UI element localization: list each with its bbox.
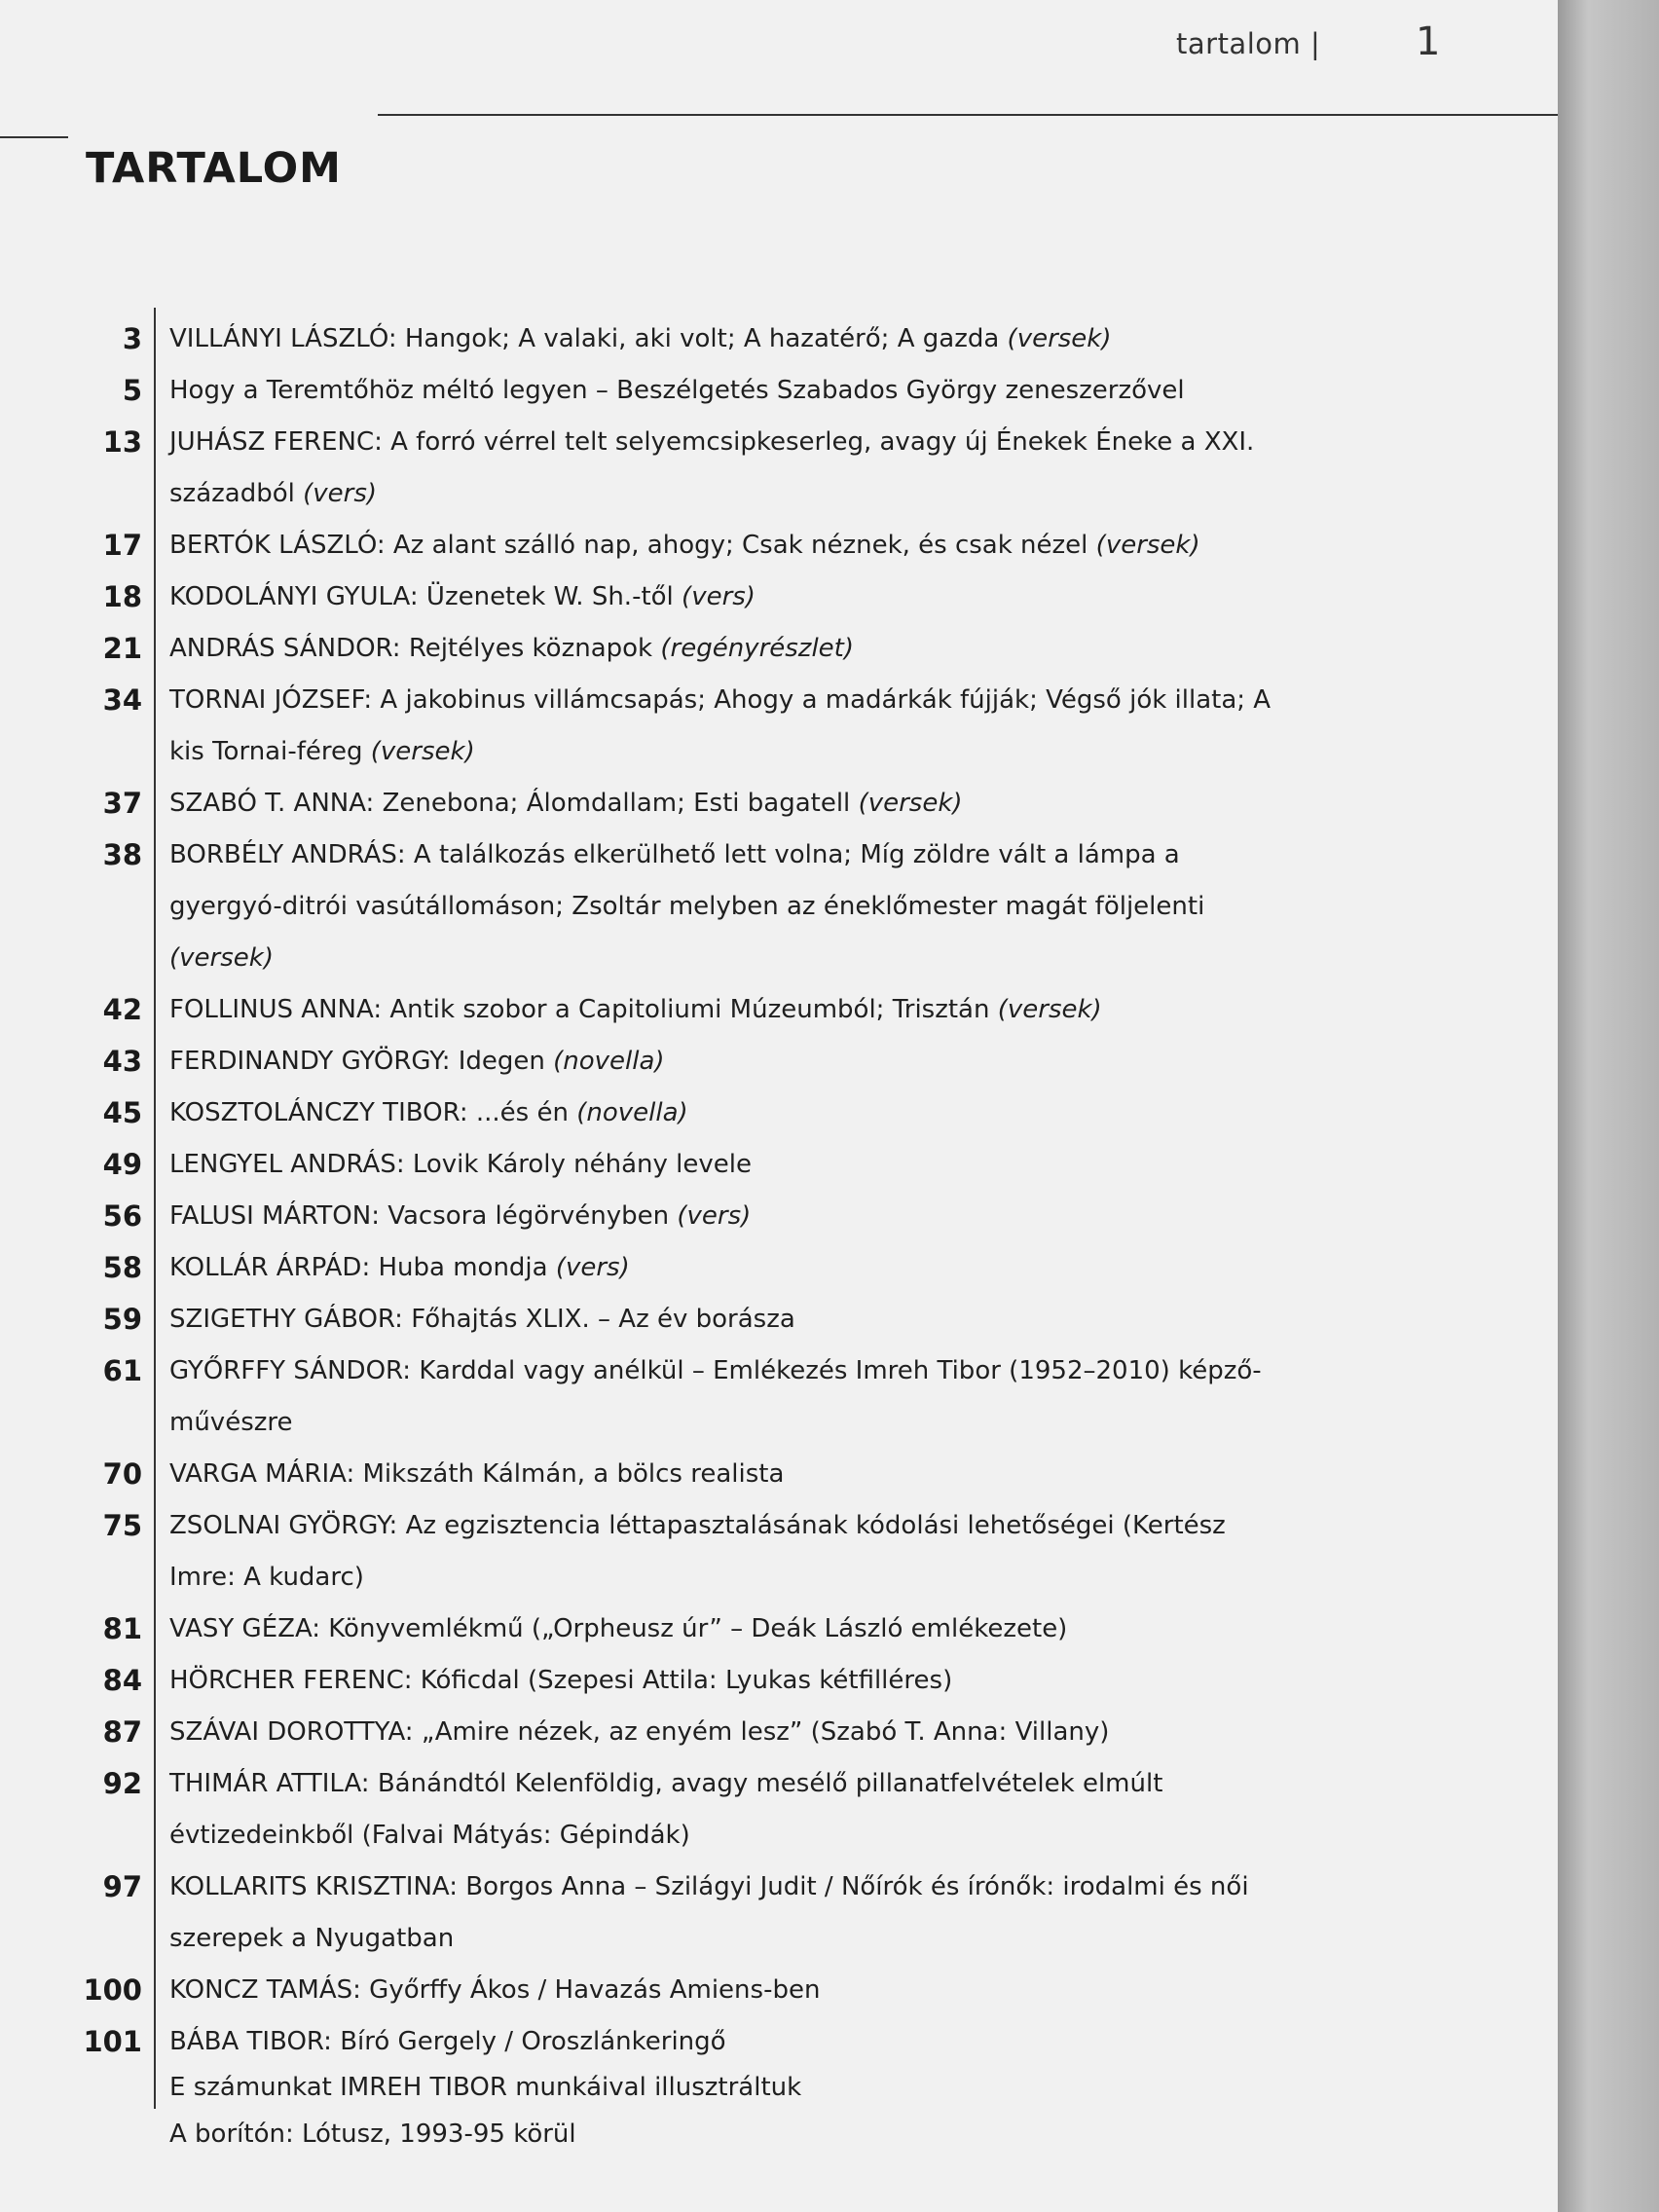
toc-entry-title: HÖRCHER FERENC: Kóficdal (Szepesi Attila: Lyukas kétfilléres) — [169, 1666, 953, 1695]
toc-entry-text — [169, 1294, 1289, 1346]
toc-entry-page: 13 — [102, 425, 142, 459]
toc-entry-page: 21 — [102, 632, 142, 665]
toc-entry — [0, 984, 1363, 1036]
toc-entry-text — [169, 1655, 1289, 1707]
toc-entry-title: FALUSI MÁRTON: Vacsora légörvényben — [169, 1201, 670, 1231]
toc-entry-genre: (versek) — [858, 789, 963, 818]
toc-entry-text — [169, 1604, 1289, 1655]
toc-entry-text — [169, 778, 1289, 830]
toc-entry-genre: (versek) — [1007, 324, 1112, 353]
table-of-contents — [0, 313, 1363, 2068]
toc-entry-genre: (versek) — [1095, 531, 1200, 560]
toc-entry-text — [169, 1707, 1289, 1758]
illustration-note: E számunkat IMREH TIBOR munkáival illusztráltuk — [169, 2073, 802, 2102]
toc-entry-text — [169, 1449, 1289, 1500]
header-rule-left — [0, 136, 68, 138]
toc-entry-page: 92 — [102, 1767, 142, 1800]
toc-entry-page: 81 — [102, 1612, 142, 1645]
toc-entry-page: 61 — [102, 1354, 142, 1387]
toc-entry-title: SZABÓ T. ANNA: Zenebona; Álomdallam; Esti bagatell — [169, 789, 851, 818]
toc-entry-title: KOSZTOLÁNCZY TIBOR: ...és én — [169, 1098, 569, 1127]
notes — [169, 2064, 801, 2157]
toc-entry-text — [169, 1088, 1289, 1139]
toc-entry — [0, 313, 1363, 365]
page-number: 1 — [1416, 19, 1441, 64]
toc-entry-genre: (versek) — [169, 943, 274, 973]
page-edge — [1558, 0, 1659, 2212]
toc-entry — [0, 1500, 1363, 1604]
toc-entry — [0, 1862, 1363, 1965]
toc-entry-text — [169, 2016, 1289, 2068]
toc-entry-text — [169, 984, 1289, 1036]
toc-entry-text — [169, 675, 1289, 778]
toc-entry-page: 97 — [102, 1870, 142, 1903]
toc-entry-title: SZÁVAI DOROTTYA: „Amire nézek, az enyém lesz” (Szabó T. Anna: Villany) — [169, 1717, 1110, 1747]
toc-entry-page: 70 — [102, 1457, 142, 1491]
toc-entry-text — [169, 1242, 1289, 1294]
toc-entry — [0, 1655, 1363, 1707]
toc-entry-text — [169, 1500, 1289, 1604]
toc-entry — [0, 1965, 1363, 2016]
toc-entry-title: JUHÁSZ FERENC: A forró vérrel telt selyemcsipkeserleg, avagy új Énekek Éneke a XXI. századból — [169, 427, 1255, 508]
toc-entry-page: 38 — [102, 838, 142, 871]
toc-entry — [0, 1139, 1363, 1191]
toc-title: TARTALOM — [86, 144, 342, 193]
toc-entry-page: 34 — [102, 683, 142, 717]
toc-entry-text — [169, 1036, 1289, 1088]
toc-entry-text — [169, 365, 1289, 417]
toc-entry-title: KODOLÁNYI GYULA: Üzenetek W. Sh.-től — [169, 582, 674, 611]
toc-entry-page: 43 — [102, 1045, 142, 1078]
toc-entry — [0, 1449, 1363, 1500]
toc-entry-genre: (vers) — [677, 1201, 752, 1231]
toc-entry-page: 101 — [83, 2025, 142, 2058]
toc-entry — [0, 830, 1363, 984]
toc-entry-text — [169, 313, 1289, 365]
toc-entry — [0, 778, 1363, 830]
toc-entry — [0, 1707, 1363, 1758]
toc-entry-text — [169, 1862, 1289, 1965]
toc-entry-page: 45 — [102, 1096, 142, 1129]
toc-entry-page: 42 — [102, 993, 142, 1026]
toc-entry-text — [169, 1191, 1289, 1242]
toc-entry-page: 49 — [102, 1148, 142, 1181]
toc-entry — [0, 2016, 1363, 2068]
toc-entry-page: 58 — [102, 1251, 142, 1284]
toc-entry-title: BERTÓK LÁSZLÓ: Az alant szálló nap, ahogy; Csak néznek, és csak nézel — [169, 531, 1088, 560]
toc-entry-genre: (novella) — [553, 1047, 665, 1076]
toc-entry-text — [169, 1139, 1289, 1191]
toc-entry-page: 18 — [102, 580, 142, 613]
toc-entry-title: FERDINANDY GYÖRGY: Idegen — [169, 1047, 545, 1076]
toc-entry-page: 59 — [102, 1303, 142, 1336]
toc-entry — [0, 1036, 1363, 1088]
toc-entry-page: 17 — [102, 529, 142, 562]
toc-entry-title: THIMÁR ATTILA: Bánándtól Kelenföldig, avagy mesélő pillanatfelvételek elmúlt évtizedeinkből (Falvai Mátyás: Gépindák) — [169, 1769, 1163, 1850]
toc-entry-title: TORNAI JÓZSEF: A jakobinus villámcsapás; Ahogy a madárkák fújják; Végső jók illata; A kis Tornai-féreg — [169, 685, 1272, 766]
toc-entry-page: 84 — [102, 1664, 142, 1697]
toc-entry-text — [169, 1965, 1289, 2016]
toc-entry-page: 75 — [102, 1509, 142, 1542]
toc-entry-page: 3 — [122, 322, 142, 355]
toc-entry-title: KONCZ TAMÁS: Győrffy Ákos / Havazás Amiens-ben — [169, 1975, 821, 2005]
toc-entry-text — [169, 520, 1289, 571]
toc-entry-genre: (vers) — [555, 1253, 630, 1282]
toc-entry — [0, 1604, 1363, 1655]
toc-entry-title: SZIGETHY GÁBOR: Főhajtás XLIX. – Az év borásza — [169, 1305, 795, 1334]
toc-entry — [0, 571, 1363, 623]
toc-entry-title: BÁBA TIBOR: Bíró Gergely / Oroszlánkeringő — [169, 2027, 726, 2056]
toc-entry-genre: (novella) — [576, 1098, 688, 1127]
toc-entry-title: VASY GÉZA: Könyvemlékmű („Orpheusz úr” – Deák László emlékezete) — [169, 1614, 1068, 1643]
toc-entry-title: LENGYEL ANDRÁS: Lovik Károly néhány levele — [169, 1150, 752, 1179]
toc-entry-title: KOLLARITS KRISZTINA: Borgos Anna – Szilágyi Judit / Nőírók és írónők: irodalmi és női szerepek a Nyugatban — [169, 1872, 1249, 1953]
toc-entry-page: 56 — [102, 1199, 142, 1233]
toc-entry-title: ZSOLNAI GYÖRGY: Az egzisztencia léttapasztalásának kódolási lehetőségei (Kertész Imre: A kudarc) — [169, 1511, 1226, 1592]
toc-entry — [0, 623, 1363, 675]
toc-entry — [0, 1191, 1363, 1242]
toc-entry-title: Hogy a Teremtőhöz méltó legyen – Beszélgetés Szabados György zeneszerzővel — [169, 376, 1185, 405]
toc-entry — [0, 1088, 1363, 1139]
toc-entry-text — [169, 571, 1289, 623]
cover-note: A borítón: Lótusz, 1993-95 körül — [169, 2120, 576, 2149]
toc-entry — [0, 1294, 1363, 1346]
toc-entry — [0, 1346, 1363, 1449]
toc-entry — [0, 520, 1363, 571]
toc-entry-page: 5 — [122, 374, 142, 407]
toc-entry-genre: (versek) — [370, 737, 475, 766]
toc-entry-title: GYŐRFFY SÁNDOR: Karddal vagy anélkül – Emlékezés Imreh Tibor (1952–2010) képző-művészre — [169, 1356, 1262, 1437]
toc-entry-genre: (versek) — [997, 995, 1102, 1024]
toc-entry-genre: (regényrészlet) — [660, 634, 855, 663]
header-rule-right — [378, 114, 1558, 116]
toc-entry-title: BORBÉLY ANDRÁS: A találkozás elkerülhető lett volna; Míg zöldre vált a lámpa a gyergyó-ditrói vasútállomáson; Zsoltár melyben az éneklőmester magát följelenti — [169, 840, 1205, 921]
toc-entry-page: 87 — [102, 1715, 142, 1749]
running-head: tartalom | — [1176, 27, 1321, 60]
toc-entry-text — [169, 1758, 1289, 1862]
toc-entry-title: VILLÁNYI LÁSZLÓ: Hangok; A valaki, aki volt; A hazatérő; A gazda — [169, 324, 1000, 353]
toc-entry-title: ANDRÁS SÁNDOR: Rejtélyes köznapok — [169, 634, 653, 663]
toc-entry — [0, 675, 1363, 778]
toc-entry-genre: (vers) — [682, 582, 756, 611]
toc-entry-text — [169, 623, 1289, 675]
toc-entry — [0, 1758, 1363, 1862]
toc-entry — [0, 365, 1363, 417]
toc-entry-text — [169, 1346, 1289, 1449]
toc-entry-text — [169, 830, 1289, 984]
toc-entry-genre: (vers) — [303, 479, 378, 508]
toc-entry-page: 100 — [83, 1973, 142, 2007]
toc-entry-text — [169, 417, 1289, 520]
toc-entry — [0, 417, 1363, 520]
toc-entry-title: KOLLÁR ÁRPÁD: Huba mondja — [169, 1253, 548, 1282]
toc-entry-title: VARGA MÁRIA: Mikszáth Kálmán, a bölcs realista — [169, 1459, 785, 1489]
toc-entry-page: 37 — [102, 787, 142, 820]
toc-entry-title: FOLLINUS ANNA: Antik szobor a Capitoliumi Múzeumból; Trisztán — [169, 995, 990, 1024]
toc-entry — [0, 1242, 1363, 1294]
